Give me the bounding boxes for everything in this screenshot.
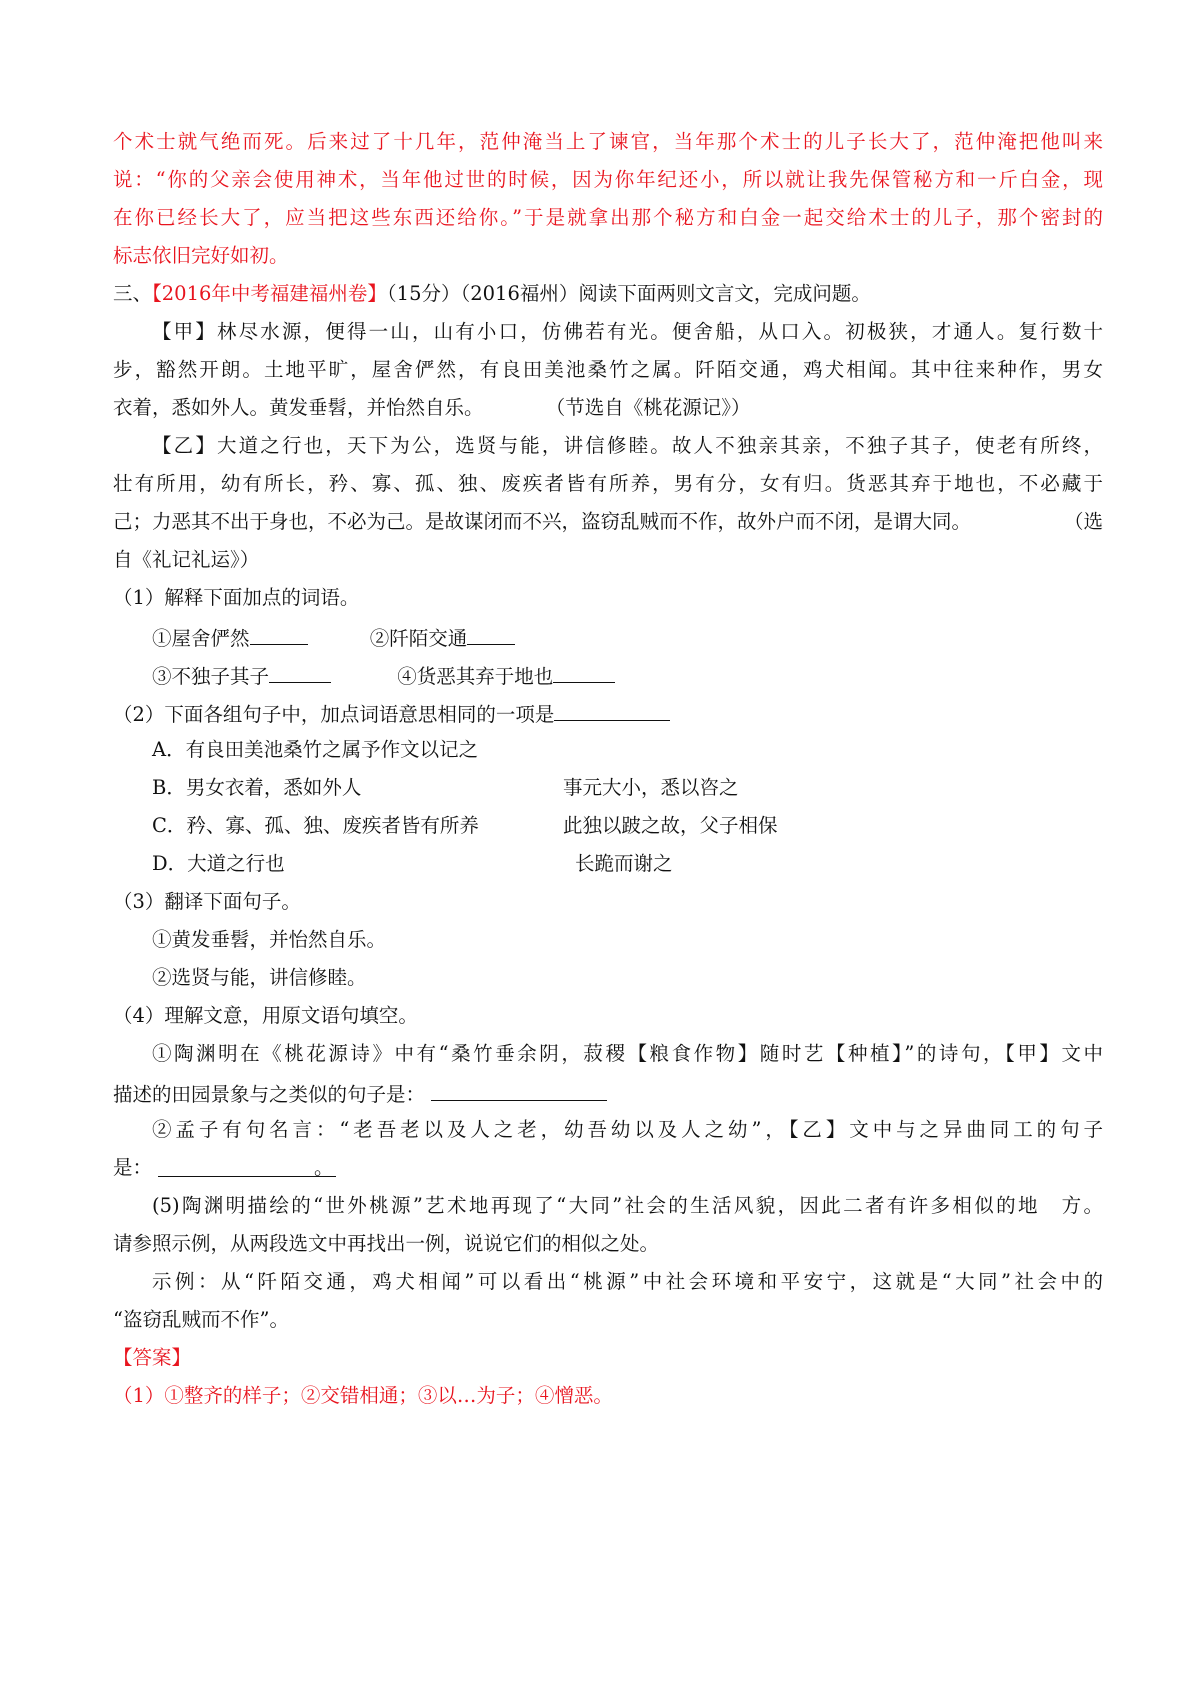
- q1-item-a: ①屋舍俨然: [152, 627, 250, 650]
- question-3-stem: （3）翻译下面句子。: [113, 890, 301, 913]
- passage-jia-text: 衣着，悉如外人。黄发垂髫，并怡然自乐。: [113, 396, 484, 419]
- q2-option-d-left: D．大道之行也: [152, 852, 285, 875]
- passage-yi-source-start: （选: [1063, 510, 1103, 533]
- translation-line-1: 个术士就气绝而死。后来过了十几年，范仲淹当上了谏官，当年那个术士的儿子长大了，范仲淹把他叫来: [113, 130, 1103, 153]
- q2-answer-blank[interactable]: [554, 698, 670, 721]
- answer-label: 【答案】: [113, 1346, 192, 1369]
- q2-option-c: [152, 812, 1142, 840]
- section-number: 三、: [113, 282, 153, 305]
- q2-option-b-right: 事元大小，悉以咨之: [563, 776, 739, 799]
- passage-yi-line-1: 【乙】大道之行也，天下为公，选贤与能，讲信修睦。故人不独亲其亲，不独子其子，使老有所终，: [152, 434, 1103, 457]
- q1-blank-d[interactable]: [553, 660, 615, 683]
- q1-blank-b[interactable]: [467, 622, 515, 645]
- translation-line-3: 在你已经长大了，应当把这些东西还给你。”于是就拿出那个秘方和白金一起交给术士的儿子，那个密封的: [113, 206, 1103, 229]
- q4-blank-b-period: 。: [314, 1156, 334, 1179]
- answer-q1: （1）①整齐的样子；②交错相通；③以…为子；④憎恶。: [113, 1384, 613, 1407]
- translation-line-2: 说：“你的父亲会使用神术，当年他过世的时候，因为你年纪还小，所以就让我先保管秘方和一斤白金，现: [113, 168, 1103, 191]
- q4-item-b-line-2: [113, 1154, 1103, 1182]
- q2-stem-text: （2）下面各组句子中，加点词语意思相同的一项是: [113, 703, 555, 726]
- q3-item-a: ①黄发垂髫，并怡然自乐。: [152, 928, 387, 951]
- q1-item-d: ④货恶其弃于地也: [397, 665, 554, 688]
- q4-item-a-line-2: [113, 1078, 1103, 1109]
- q4-item-b-line-1: ②孟子有句名言：“老吾老以及人之老，幼吾幼以及人之幼”，【乙】文中与之异曲同工的句子: [152, 1118, 1103, 1141]
- passage-jia-source: （节选自《桃花源记》）: [555, 396, 751, 419]
- question-1-row-2: [152, 660, 1142, 691]
- section-3-heading: [113, 280, 1103, 308]
- q4-item-a-line-1: ①陶渊明在《桃花源诗》中有“桑竹垂余阴，菽稷【粮食作物】随时艺【种植】”的诗句，【甲】文中: [152, 1042, 1103, 1065]
- q2-option-c-left: C．矜、寡、孤、独、废疾者皆有所养: [152, 814, 479, 837]
- q4-blank-b[interactable]: [158, 1154, 336, 1177]
- q1-item-b: ②阡陌交通: [369, 627, 468, 650]
- passage-jia-line-3: [113, 394, 1103, 422]
- question-2-stem: [113, 698, 1103, 729]
- section-source: 【2016年中考福建福州卷】: [152, 282, 387, 305]
- passage-yi-text: 己；力恶其不出于身也，不必为己。是故谋闭而不兴，盗窃乱贼而不作，故外户而不闭，是谓大同。: [113, 510, 972, 533]
- question-5-line-2: 请参照示例，从两段选文中再找出一例，说说它们的相似之处。: [113, 1232, 660, 1255]
- question-1-row-1: [152, 622, 1142, 653]
- passage-jia-line-1: 【甲】林尽水源，便得一山，山有小口，仿佛若有光。便舍船，从口入。初极狭，才通人。复行数十: [152, 320, 1103, 343]
- q2-option-c-right: 此独以跛之故，父子相保: [563, 814, 778, 837]
- q4-blank-a[interactable]: [431, 1078, 607, 1101]
- q4-item-a-text: 描述的田园景象与之类似的句子是：: [113, 1083, 426, 1106]
- question-5-example-line-2: “盗窃乱贼而不作”。: [113, 1308, 289, 1331]
- question-5-line-1: (5)陶渊明描绘的“世外桃源”艺术地再现了“大同”社会的生活风貌，因此二者有许多相似的地 方。: [152, 1194, 1103, 1217]
- q4-item-b-text: 是：: [113, 1156, 153, 1179]
- q2-option-a: A．有良田美池桑竹之属予作文以记之: [152, 738, 479, 761]
- q1-item-c: ③不独子其子: [152, 665, 270, 688]
- q2-option-b-left: B．男女衣着，悉如外人: [152, 776, 362, 799]
- section-title: （15分）（2016福州）阅读下面两则文言文，完成问题。: [386, 282, 871, 305]
- q1-blank-c[interactable]: [269, 660, 331, 683]
- q2-option-b: [152, 774, 1142, 802]
- passage-jia-line-2: 步，豁然开朗。土地平旷，屋舍俨然，有良田美池桑竹之属。阡陌交通，鸡犬相闻。其中往来种作，男女: [113, 358, 1103, 381]
- passage-yi-line-4: 自《礼记礼运》）: [113, 548, 260, 571]
- question-5-example-line-1: 示例：从“阡陌交通，鸡犬相闻”可以看出“桃源”中社会环境和平安宁，这就是“大同”社会中的: [152, 1270, 1103, 1293]
- q2-option-d: [152, 850, 1142, 878]
- translation-line-4: 标志依旧完好如初。: [113, 244, 289, 267]
- passage-yi-line-2: 壮有所用，幼有所长，矜、寡、孤、独、废疾者皆有所养，男有分，女有归。货恶其弃于地也，不必藏于: [113, 472, 1103, 495]
- q2-option-d-right: 长跪而谢之: [575, 852, 673, 875]
- q1-blank-a[interactable]: [250, 622, 308, 645]
- question-1-stem: （1）解释下面加点的词语。: [113, 586, 360, 609]
- q3-item-b: ②选贤与能，讲信修睦。: [152, 966, 367, 989]
- passage-yi-line-3: [113, 508, 1103, 536]
- question-4-stem: （4）理解文意，用原文语句填空。: [113, 1004, 418, 1027]
